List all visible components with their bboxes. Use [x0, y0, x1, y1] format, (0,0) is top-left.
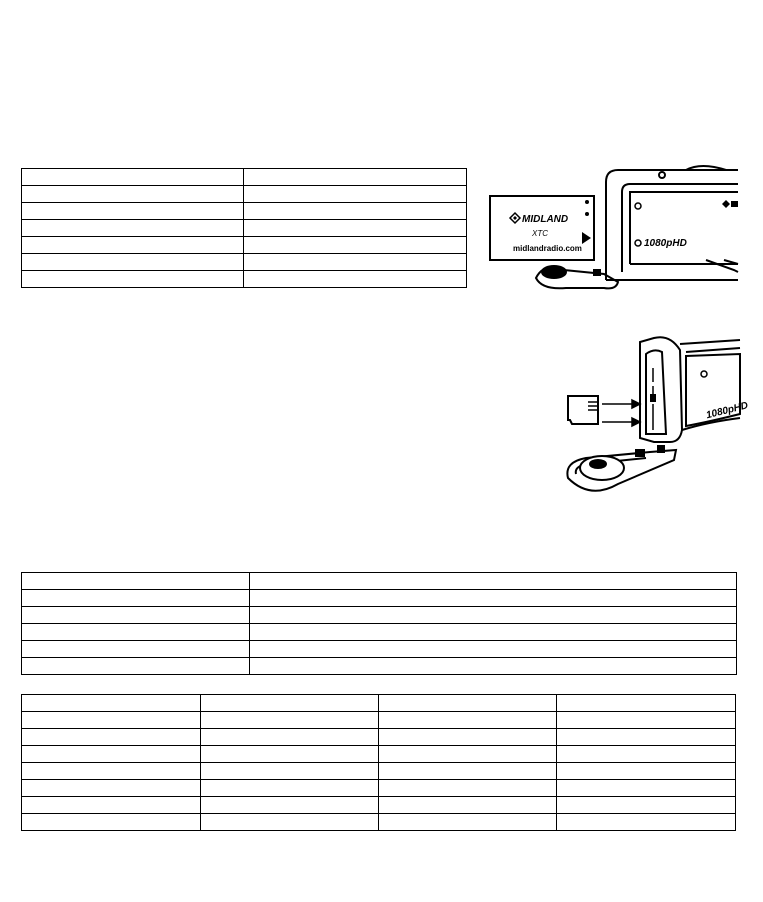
table-row	[22, 220, 467, 237]
table-row	[22, 695, 736, 712]
spec-table-2-body	[22, 573, 737, 675]
table-cell	[557, 797, 736, 814]
table-cell	[201, 763, 379, 780]
micro-sd-card	[568, 396, 598, 424]
table-row	[22, 254, 467, 271]
table-cell	[557, 729, 736, 746]
table-cell	[22, 729, 201, 746]
table-row	[22, 607, 737, 624]
table-cell	[379, 695, 557, 712]
table-cell	[22, 658, 250, 675]
table-cell	[22, 763, 201, 780]
table-cell	[244, 220, 467, 237]
table-cell	[22, 186, 244, 203]
battery-website-label: midlandradio.com	[513, 244, 582, 253]
table-cell	[379, 797, 557, 814]
table-cell	[250, 573, 737, 590]
table-cell	[22, 607, 250, 624]
table-row	[22, 237, 467, 254]
table-cell	[250, 607, 737, 624]
table-cell	[557, 814, 736, 831]
table-cell	[22, 254, 244, 271]
table-cell	[244, 203, 467, 220]
table-row	[22, 169, 467, 186]
table-cell	[379, 712, 557, 729]
table-cell	[379, 729, 557, 746]
table-row	[22, 746, 736, 763]
table-cell	[22, 641, 250, 658]
table-row	[22, 624, 737, 641]
table-cell	[22, 814, 201, 831]
table-cell	[201, 746, 379, 763]
spec-table-1	[21, 168, 467, 288]
table-row	[22, 573, 737, 590]
table-row	[22, 814, 736, 831]
table-row	[22, 641, 737, 658]
table-cell	[22, 624, 250, 641]
table-row	[22, 658, 737, 675]
table-row	[22, 712, 736, 729]
table-cell	[22, 695, 201, 712]
table-cell	[22, 780, 201, 797]
battery-brand-label: MIDLAND	[522, 214, 569, 225]
camera-body-side	[640, 337, 740, 442]
spec-table-1-body	[22, 169, 467, 288]
table-cell	[557, 695, 736, 712]
table-cell	[557, 712, 736, 729]
table-cell	[22, 237, 244, 254]
table-cell	[244, 186, 467, 203]
battery-model-label: XTC	[532, 229, 548, 238]
table-cell	[557, 746, 736, 763]
table-cell	[557, 763, 736, 780]
memory-card-insertion-illustration	[558, 334, 750, 500]
table-cell	[557, 780, 736, 797]
table-row	[22, 186, 467, 203]
table-cell	[244, 237, 467, 254]
table-row	[22, 203, 467, 220]
table-cell	[379, 746, 557, 763]
table-cell	[201, 797, 379, 814]
table-cell	[250, 641, 737, 658]
table-cell	[22, 590, 250, 607]
table-cell	[250, 624, 737, 641]
table-cell	[379, 763, 557, 780]
insert-arrows	[602, 400, 640, 426]
spec-table-2	[21, 572, 737, 675]
table-cell	[379, 780, 557, 797]
table-cell	[250, 590, 737, 607]
table-cell	[22, 746, 201, 763]
table-row	[22, 590, 737, 607]
table-row	[22, 271, 467, 288]
table-cell	[379, 814, 557, 831]
table-cell	[22, 220, 244, 237]
table-row	[22, 780, 736, 797]
table-cell	[22, 203, 244, 220]
table-row	[22, 797, 736, 814]
table-cell	[22, 271, 244, 288]
table-row	[22, 729, 736, 746]
table-cell	[22, 573, 250, 590]
spec-table-3-body	[22, 695, 736, 831]
table-cell	[201, 729, 379, 746]
card-door	[567, 446, 676, 491]
camera-badge-label: 1080pHD	[644, 238, 687, 249]
battery-insertion-illustration	[486, 160, 738, 295]
table-cell	[201, 814, 379, 831]
camera-side-badge-label: 1080pHD	[705, 400, 750, 422]
table-cell	[22, 169, 244, 186]
table-row	[22, 763, 736, 780]
table-cell	[244, 254, 467, 271]
table-cell	[250, 658, 737, 675]
table-cell	[244, 271, 467, 288]
table-cell	[244, 169, 467, 186]
camera-logo-mark	[722, 200, 738, 208]
table-cell	[201, 780, 379, 797]
spec-table-3	[21, 694, 736, 831]
table-cell	[201, 695, 379, 712]
table-cell	[22, 797, 201, 814]
camera-body	[606, 166, 738, 280]
table-cell	[201, 712, 379, 729]
table-cell	[22, 712, 201, 729]
